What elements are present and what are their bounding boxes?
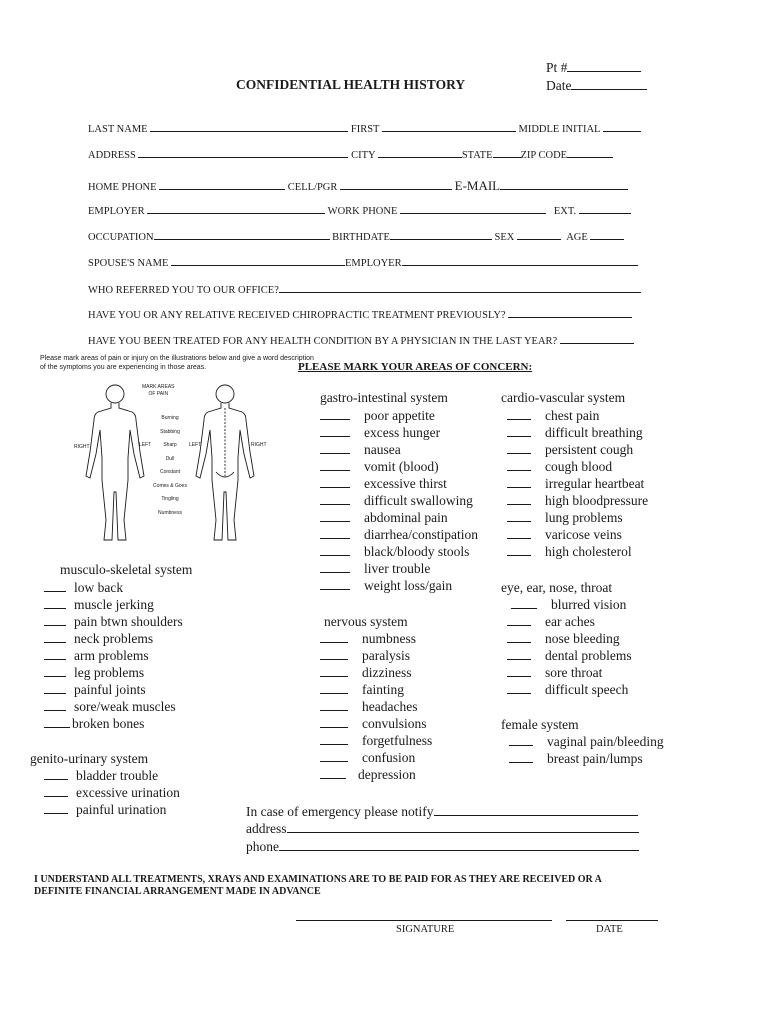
cardio-item[interactable]: irregular heartbeat — [507, 476, 644, 492]
nervous-title: nervous system — [324, 614, 408, 629]
referred-label: WHO REFERRED YOU TO OUR OFFICE? — [88, 285, 279, 296]
cardio-item[interactable]: chest pain — [507, 408, 599, 424]
home-phone-label: HOME PHONE — [88, 182, 157, 193]
eent-item[interactable]: nose bleeding — [507, 631, 620, 647]
musculo-item[interactable]: broken bones — [44, 716, 144, 732]
gastro-item[interactable]: liver trouble — [320, 561, 430, 577]
female-title: female system — [501, 717, 579, 732]
zip-field[interactable] — [567, 156, 613, 158]
city-field[interactable] — [378, 156, 462, 158]
employer-field[interactable] — [147, 212, 325, 214]
chiro-question: HAVE YOU OR ANY RELATIVE RECEIVED CHIROPRACTIC TREATMENT PREVIOUSLY? — [88, 310, 506, 321]
female-item[interactable]: breast pain/lumps — [509, 751, 643, 767]
gastro-item[interactable]: excessive thirst — [320, 476, 447, 492]
spouse-name-label: SPOUSE'S NAME — [88, 258, 169, 269]
nervous-item[interactable]: confusion — [320, 750, 415, 766]
spouse-employer-field[interactable] — [402, 264, 638, 266]
nervous-item[interactable]: forgetfulness — [320, 733, 432, 749]
gastro-title: gastro-intestinal system — [320, 390, 448, 405]
physician-row — [88, 336, 634, 347]
ext-field[interactable] — [579, 212, 631, 214]
gastro-item[interactable]: abdominal pain — [320, 510, 448, 526]
sex-field[interactable] — [517, 238, 561, 240]
home-phone-field[interactable] — [159, 188, 285, 190]
occupation-field[interactable] — [154, 238, 330, 240]
pain-instructions-2: of the symptoms you are experiencing in those areas. — [40, 364, 207, 371]
musculo-item[interactable]: sore/weak muscles — [44, 699, 176, 715]
nervous-item[interactable]: numbness — [320, 631, 416, 647]
musculo-item[interactable]: arm problems — [44, 648, 149, 664]
age-field[interactable] — [590, 238, 624, 240]
musculo-item[interactable]: muscle jerking — [44, 597, 154, 613]
nervous-item[interactable]: convulsions — [320, 716, 427, 732]
musculo-item[interactable]: leg problems — [44, 665, 144, 681]
payment-statement-2: DEFINITE FINANCIAL ARRANGEMENT MADE IN ADVANCE — [34, 886, 321, 897]
symptom-tingling: Tingling — [161, 496, 179, 502]
birthdate-label: BIRTHDATE — [332, 232, 390, 243]
nervous-item[interactable]: fainting — [320, 682, 404, 698]
birthdate-field[interactable] — [390, 238, 492, 240]
concern-heading: PLEASE MARK YOUR AREAS OF CONCERN: — [298, 361, 533, 373]
musculo-title: musculo-skeletal system — [60, 562, 193, 577]
spouse-employer-label: EMPLOYER — [345, 258, 402, 269]
genito-title: genito-urinary system — [30, 751, 149, 766]
patient-number-label: Pt # — [546, 60, 568, 75]
gastro-item[interactable]: nausea — [320, 442, 401, 458]
employer-label: EMPLOYER — [88, 206, 145, 217]
cardio-item[interactable]: varicose veins — [507, 527, 622, 543]
employer-row — [88, 206, 631, 217]
referred-row — [88, 285, 641, 296]
first-name-label: FIRST — [350, 124, 380, 135]
gastro-item[interactable]: poor appetite — [320, 408, 435, 424]
sex-label: SEX — [494, 232, 515, 243]
cardio-item[interactable]: lung problems — [507, 510, 623, 526]
genito-item[interactable]: bladder trouble — [44, 768, 158, 784]
payment-statement-1: I UNDERSTAND ALL TREATMENTS, XRAYS AND EXAMINATIONS ARE TO BE PAID FOR AS THEY ARE RECEIVED OR A — [34, 874, 602, 885]
address-field[interactable] — [138, 156, 348, 158]
genito-item[interactable]: excessive urination — [44, 785, 180, 801]
nervous-item[interactable]: paralysis — [320, 648, 410, 664]
age-label: AGE — [566, 232, 588, 243]
zip-label: ZIP CODE — [520, 150, 568, 161]
musculo-item[interactable]: pain btwn shoulders — [44, 614, 183, 630]
page-title: CONFIDENTIAL HEALTH HISTORY — [236, 77, 466, 92]
eent-item[interactable]: sore throat — [507, 665, 602, 681]
emergency-phone-row — [246, 839, 639, 855]
emergency-notify-field[interactable] — [434, 814, 638, 816]
work-phone-field[interactable] — [400, 212, 546, 214]
front-head-shape — [106, 385, 124, 403]
spouse-row — [88, 258, 638, 269]
address-label: ADDRESS — [88, 150, 136, 161]
back-head-shape — [216, 385, 234, 403]
symptom-burning: Burning — [161, 415, 179, 421]
gastro-item[interactable]: weight loss/gain — [320, 578, 452, 594]
gastro-item[interactable]: diarrhea/constipation — [320, 527, 478, 543]
symptom-legend — [152, 412, 188, 520]
eent-item[interactable]: dental problems — [507, 648, 632, 664]
address-row — [88, 150, 613, 161]
patient-number-field[interactable] — [546, 60, 641, 76]
state-label: STATE — [461, 150, 493, 161]
first-name-field[interactable] — [382, 130, 516, 132]
gastro-item[interactable]: black/bloody stools — [320, 544, 469, 560]
cell-label: CELL/PGR — [287, 182, 338, 193]
gastro-item[interactable]: difficult swallowing — [320, 493, 473, 509]
emergency-notify-row — [246, 804, 638, 820]
front-body-outline — [86, 403, 144, 540]
last-name-field[interactable] — [150, 130, 348, 132]
city-label: CITY — [351, 150, 376, 161]
date-line[interactable] — [566, 920, 658, 921]
symptom-constant: Constant — [159, 469, 180, 475]
header-date-label: Date — [546, 78, 572, 93]
emergency-phone-label: phone — [246, 839, 279, 854]
emergency-phone-field[interactable] — [279, 849, 639, 851]
cardio-item[interactable]: cough blood — [507, 459, 612, 475]
symptom-comes-goes: Comes & Goes — [153, 482, 187, 489]
eent-item[interactable]: blurred vision — [511, 597, 626, 613]
middle-initial-field[interactable] — [603, 130, 641, 132]
occupation-label: OCCUPATION — [88, 232, 154, 243]
nervous-item[interactable]: dizziness — [320, 665, 412, 681]
email-field[interactable] — [500, 188, 628, 190]
cardio-item[interactable]: difficult breathing — [507, 425, 643, 441]
name-row — [88, 124, 641, 135]
symptom-stabbing: Stabbing — [160, 428, 180, 435]
header-date-field[interactable] — [546, 78, 647, 94]
cardio-title: cardio-vascular system — [501, 390, 626, 405]
genito-item[interactable]: painful urination — [44, 802, 166, 818]
eent-item[interactable]: ear aches — [507, 614, 595, 630]
referred-field[interactable] — [279, 291, 641, 293]
symptom-dull: Dull — [165, 455, 175, 462]
chiro-answer-field[interactable] — [508, 316, 632, 318]
cardio-item[interactable]: high cholesterol — [507, 544, 632, 560]
mark-areas-label: MARK AREAS OF PAIN — [142, 384, 175, 397]
middle-initial-label: MIDDLE INITIAL — [518, 124, 601, 135]
occupation-row — [88, 232, 624, 243]
back-right-label: RIGHT — [251, 442, 267, 448]
emergency-address-label: address — [246, 821, 287, 836]
last-name-label: LAST NAME — [88, 124, 148, 135]
state-field[interactable] — [493, 156, 521, 158]
symptom-numbness: Numbness — [158, 509, 182, 516]
emergency-address-row — [246, 821, 639, 837]
physician-answer-field[interactable] — [560, 342, 634, 344]
phone-row — [88, 178, 628, 194]
spouse-name-field[interactable] — [171, 264, 345, 266]
email-label: E-MAIL — [454, 178, 501, 193]
female-item[interactable]: vaginal pain/bleeding — [509, 734, 664, 750]
emergency-notify-label: In case of emergency please notify — [246, 804, 434, 819]
nervous-item[interactable]: depression — [320, 767, 416, 783]
nervous-item[interactable]: headaches — [320, 699, 417, 715]
cell-field[interactable] — [340, 188, 452, 190]
eent-item[interactable]: difficult speech — [507, 682, 628, 698]
work-phone-label: WORK PHONE — [327, 206, 398, 217]
signature-date-label: DATE — [596, 924, 623, 935]
musculo-item[interactable]: painful joints — [44, 682, 146, 698]
signature-line[interactable] — [296, 920, 552, 921]
gastro-item[interactable]: excess hunger — [320, 425, 440, 441]
chiro-row — [88, 310, 632, 321]
musculo-item[interactable]: low back — [44, 580, 123, 596]
symptom-sharp: Sharp — [163, 442, 177, 448]
cardio-item[interactable]: persistent cough — [507, 442, 633, 458]
front-right-label: RIGHT — [74, 444, 90, 450]
signature-label: SIGNATURE — [396, 924, 455, 935]
eent-title: eye, ear, nose, throat — [501, 580, 613, 595]
physician-question: HAVE YOU BEEN TREATED FOR ANY HEALTH CONDITION BY A PHYSICIAN IN THE LAST YEAR? — [88, 336, 558, 347]
ext-label: EXT. — [553, 206, 577, 217]
front-left-label: LEFT — [139, 442, 152, 448]
cardio-item[interactable]: high bloodpressure — [507, 493, 648, 509]
pain-instructions-1: Please mark areas of pain or injury on the illustrations below and give a word description — [40, 355, 314, 362]
gastro-item[interactable]: vomit (blood) — [320, 459, 439, 475]
back-left-label: LEFT — [189, 442, 202, 448]
musculo-item[interactable]: neck problems — [44, 631, 153, 647]
emergency-address-field[interactable] — [287, 831, 639, 833]
